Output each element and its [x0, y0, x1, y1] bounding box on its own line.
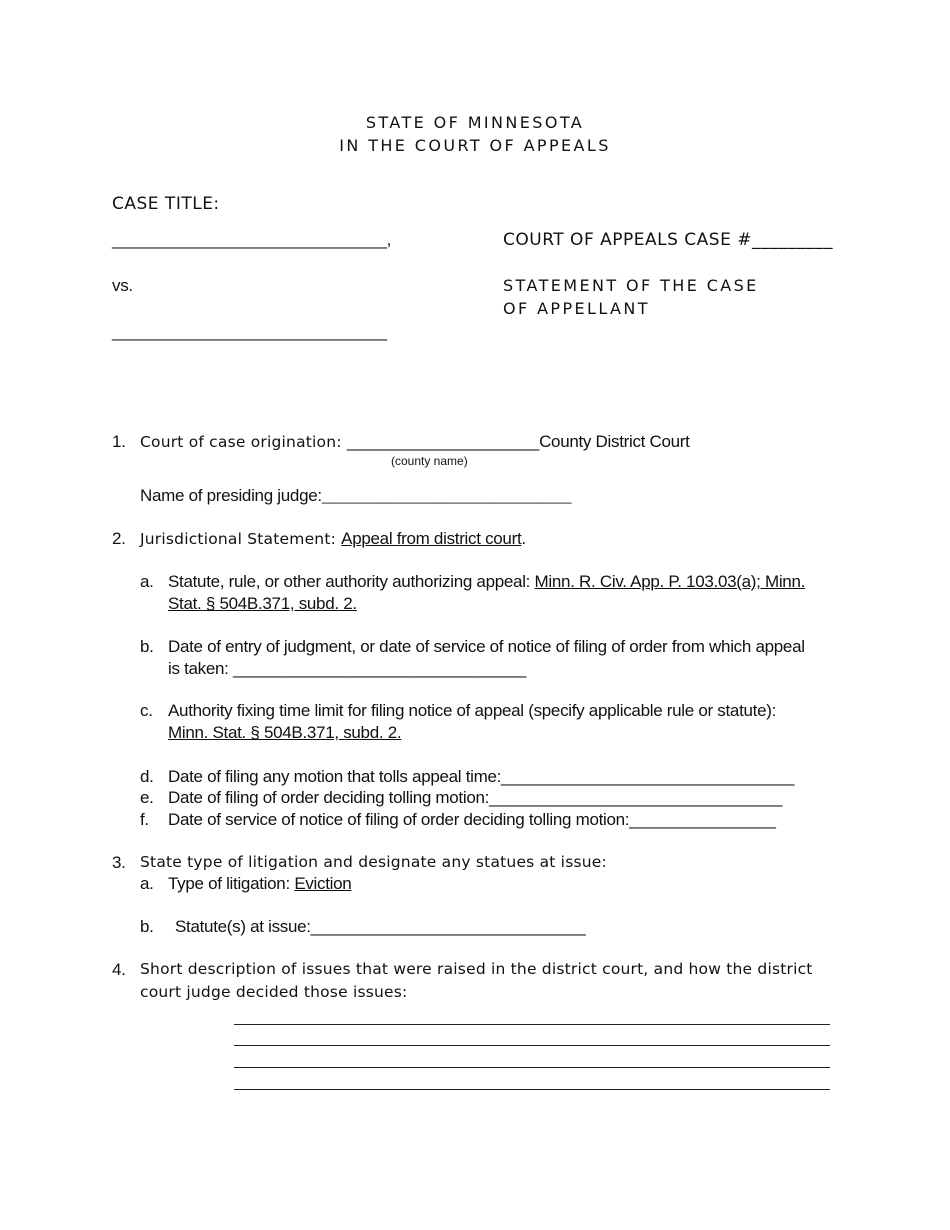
item4-line1: Short description of issues that were raised in the district court, and how the district	[140, 960, 813, 978]
answer-line-3[interactable]	[234, 1067, 830, 1068]
item2a-letter: a.	[140, 572, 154, 591]
item2d-field[interactable]: Date of filing any motion that tolls appeal time:________________________________	[168, 767, 794, 786]
item1-suffix: County District Court	[539, 432, 690, 451]
item3-label: State type of litigation and designate any statues at issue:	[140, 853, 607, 871]
item3b-field[interactable]: Statute(s) at issue:______________________________	[175, 917, 586, 936]
item2a-label: Statute, rule, or other authority authorizing appeal:	[168, 572, 535, 591]
item2f-field[interactable]: Date of service of notice of filing of order deciding tolling motion:________________	[168, 810, 776, 829]
judge-label: Name of presiding judge:	[140, 486, 322, 505]
case-title-label: CASE TITLE:	[112, 194, 220, 214]
item2d-letter: d.	[140, 767, 154, 786]
item1-label: Court of case origination:	[140, 433, 347, 451]
item2-value: Appeal from district court	[341, 529, 522, 548]
item4-number: 4.	[112, 960, 126, 979]
vs-label: vs.	[112, 276, 133, 295]
answer-line-4[interactable]	[234, 1089, 830, 1090]
item1-number: 1.	[112, 432, 126, 451]
item2a-row	[168, 572, 805, 592]
judge-field[interactable]: ____________________________________	[321, 489, 572, 504]
item2b-line1: Date of entry of judgment, or date of service of notice of filing of order from which appeal	[168, 637, 805, 656]
item2e-letter: e.	[140, 788, 154, 807]
item2-number: 2.	[112, 529, 126, 548]
item2a-value-line2: Stat. § 504B.371, subd. 2.	[168, 594, 357, 613]
party1-field[interactable]: ______________________________,	[112, 230, 392, 249]
item3a-letter: a.	[140, 874, 154, 893]
party2-field[interactable]: ______________________________	[112, 322, 387, 341]
statement-title-line1: STATEMENT OF THE CASE	[503, 276, 759, 295]
county-hint: (county name)	[391, 454, 468, 468]
county-field[interactable]: _____________________	[346, 432, 540, 451]
item2a-value-line1: Minn. R. Civ. App. P. 103.03(a); Minn.	[534, 572, 806, 591]
item2-row	[140, 529, 526, 549]
item2b-letter: b.	[140, 637, 154, 656]
case-number-field[interactable]: COURT OF APPEALS CASE #_________	[503, 230, 833, 250]
judge-row	[140, 486, 571, 506]
item2-label: Jurisdictional Statement:	[140, 530, 342, 548]
item3a-row	[168, 874, 351, 894]
answer-line-2[interactable]	[234, 1045, 830, 1046]
item2-period: .	[521, 529, 526, 548]
item2c-value: Minn. Stat. § 504B.371, subd. 2.	[168, 723, 402, 742]
item2b-line2[interactable]: is taken: ________________________________	[168, 659, 526, 678]
header-state: STATE OF MINNESOTA	[365, 113, 585, 132]
item1-row	[140, 432, 690, 452]
header-court: IN THE COURT OF APPEALS	[339, 136, 611, 155]
item2e-field[interactable]: Date of filing of order deciding tolling motion:________________________________	[168, 788, 783, 807]
item2c-letter: c.	[140, 701, 153, 720]
item3a-value: Eviction	[294, 874, 352, 893]
item2f-letter: f.	[140, 810, 149, 829]
item3b-letter: b.	[140, 917, 154, 936]
item4-line2: court judge decided those issues:	[140, 983, 408, 1001]
item3a-label: Type of litigation:	[168, 874, 295, 893]
item3-number: 3.	[112, 853, 126, 872]
item2c-line1: Authority fixing time limit for filing notice of appeal (specify applicable rule or statute):	[168, 701, 777, 720]
answer-line-1[interactable]	[234, 1024, 830, 1025]
statement-title-line2: OF APPELLANT	[503, 299, 650, 318]
